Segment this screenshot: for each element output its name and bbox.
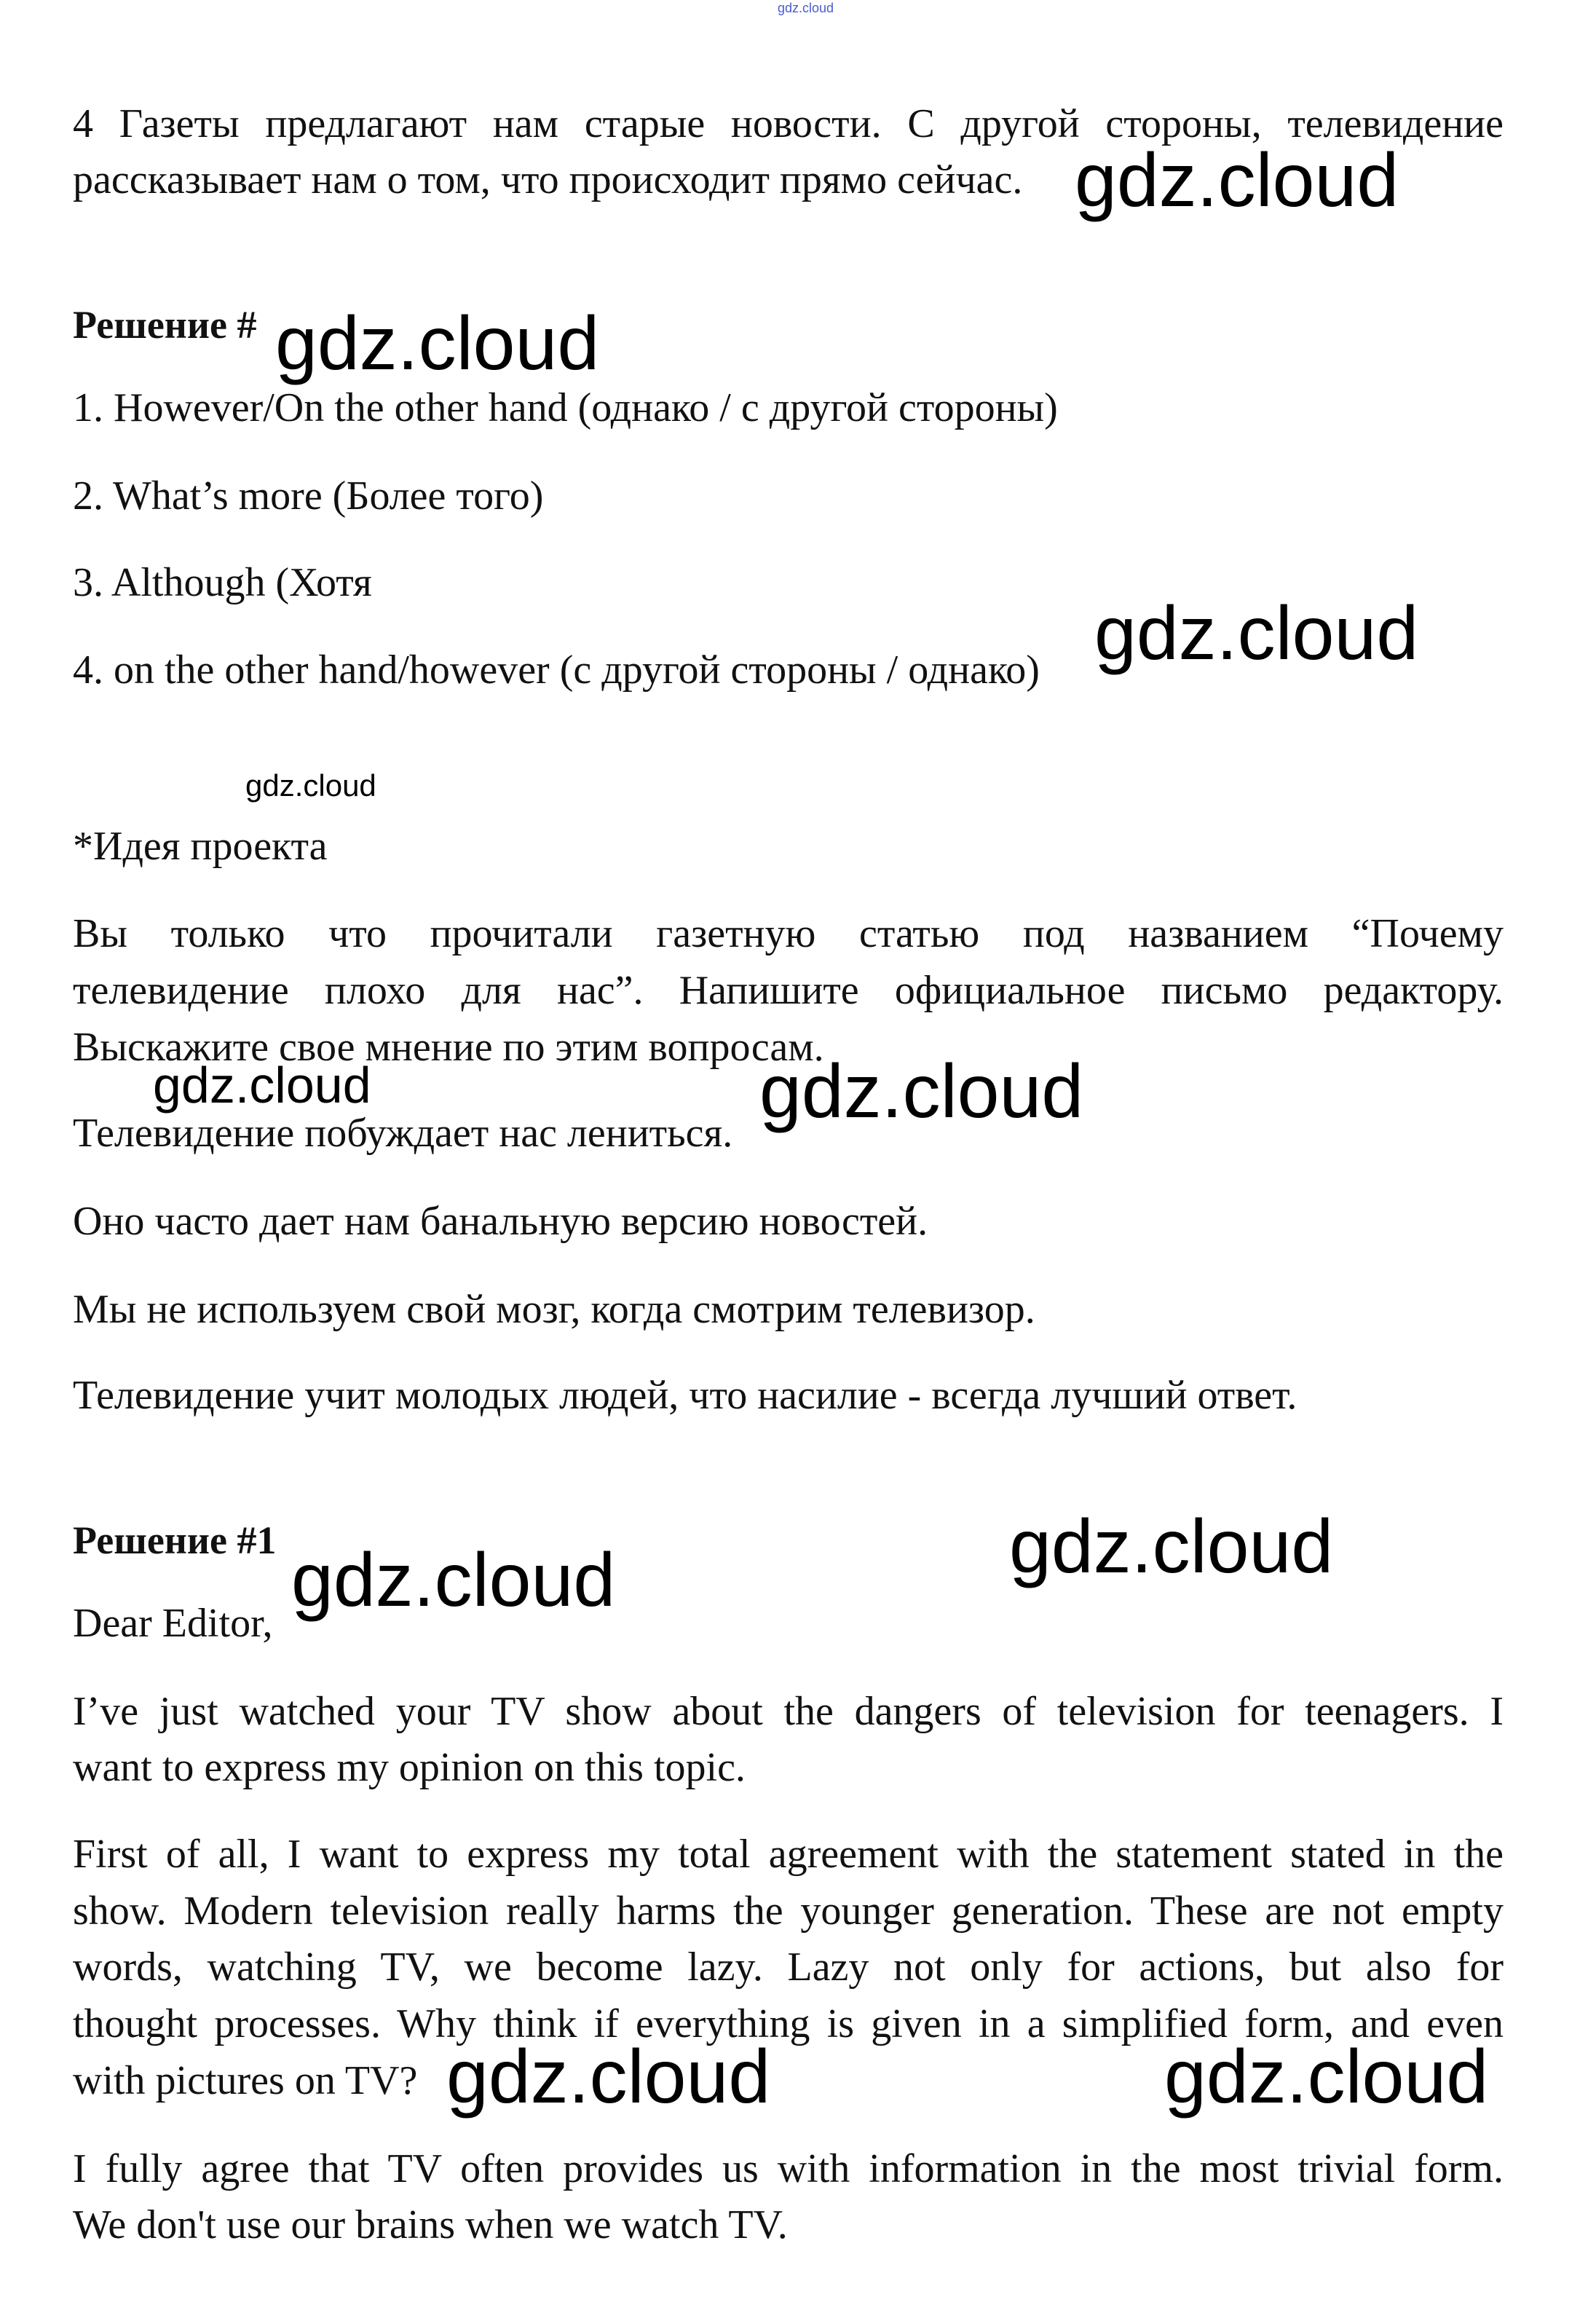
letter-line: I’ve just watched your TV show about the dangers of television for teenagers. I <box>73 1689 1504 1734</box>
solution-heading: Решение # <box>73 303 257 347</box>
letter-line: with pictures on TV? <box>73 2058 418 2103</box>
solution-heading: Решение #1 <box>73 1518 277 1562</box>
answer-item: 4. on the other hand/however (с другой стороны / однако) <box>73 647 1040 693</box>
watermark: gdz.cloud <box>153 1057 371 1114</box>
watermark: gdz.cloud <box>759 1049 1084 1134</box>
answer-item: 2. What’s more (Более того) <box>73 473 544 519</box>
letter-line: thought processes. Why think if everything is given in a simplified form, and even <box>73 2001 1504 2046</box>
project-point: Телевидение учит молодых людей, что насилие - всегда лучший ответ. <box>73 1373 1297 1418</box>
answer-item: 3. Although (Хотя <box>73 560 372 605</box>
project-point: Мы не используем свой мозг, когда смотрим телевизор. <box>73 1287 1035 1332</box>
letter-line: We don't use our brains when we watch TV. <box>73 2202 788 2247</box>
watermark: gdz.cloud <box>291 1538 616 1623</box>
project-line: Выскажите свое мнение по этим вопросам. <box>73 1025 824 1070</box>
letter-line: First of all, I want to express my total agreement with the statement stated in the <box>73 1832 1504 1877</box>
watermark-link[interactable]: gdz.cloud <box>778 1 834 15</box>
letter-greeting: Dear Editor, <box>73 1601 273 1646</box>
watermark: gdz.cloud <box>275 302 600 386</box>
watermark: gdz.cloud <box>1075 138 1399 223</box>
letter-line: I fully agree that TV often provides us with information in the most trivial form. <box>73 2146 1504 2191</box>
project-line: телевидение плохо для нас”. Напишите официальное письмо редактору. <box>73 968 1504 1013</box>
project-line: Вы только что прочитали газетную статью под названием “Почему <box>73 911 1504 956</box>
task4-line: 4 Газеты предлагают нам старые новости. С другой стороны, телевидение <box>73 101 1504 146</box>
letter-line: show. Modern television really harms the younger generation. These are not empty <box>73 1888 1504 1934</box>
watermark: gdz.cloud <box>245 768 376 803</box>
watermark: gdz.cloud <box>1164 2035 1489 2119</box>
project-point: Телевидение побуждает нас лениться. <box>73 1111 733 1156</box>
letter-line: want to express my opinion on this topic. <box>73 1745 746 1790</box>
task4-line: рассказывает нам о том, что происходит прямо сейчас. <box>73 157 1023 202</box>
project-heading: *Идея проекта <box>73 824 328 869</box>
letter-line: words, watching TV, we become lazy. Lazy not only for actions, but also for <box>73 1944 1504 1990</box>
project-point: Оно часто дает нам банальную версию новостей. <box>73 1199 928 1244</box>
watermark: gdz.cloud <box>446 2035 771 2119</box>
answer-item: 1. However/On the other hand (однако / с другой стороны) <box>73 385 1058 430</box>
watermark: gdz.cloud <box>1094 591 1419 676</box>
watermark: gdz.cloud <box>1009 1505 1334 1589</box>
